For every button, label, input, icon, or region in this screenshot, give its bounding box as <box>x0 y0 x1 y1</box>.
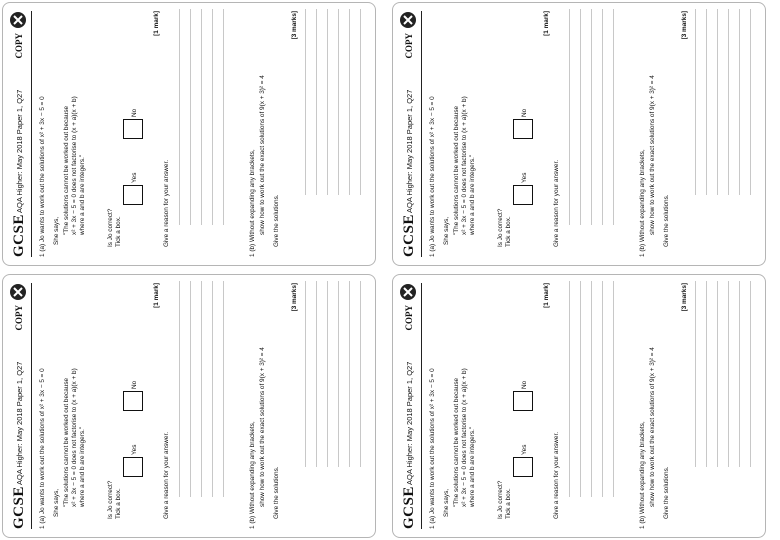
reason-prompt: Give a reason for your answer. <box>553 431 560 519</box>
marks-1a: [1 mark] <box>153 11 160 36</box>
give-solutions: Give the solutions. <box>273 466 280 519</box>
answer-lines-b[interactable] <box>305 281 371 467</box>
question-1a: 1 (a) Jo wants to work out the solutions of x² + 3x − 5 = 0 <box>39 96 46 257</box>
no-tick-box[interactable] <box>513 391 533 411</box>
no-copy-icon <box>9 283 27 301</box>
tick-box-text: Tick a box. <box>115 488 122 519</box>
is-correct-text: Is Jo correct? <box>497 208 504 247</box>
no-copy-icon <box>399 283 417 301</box>
worksheet-page <box>393 3 765 265</box>
worksheet-card-top-right <box>392 2 766 266</box>
give-solutions: Give the solutions. <box>273 194 280 247</box>
yes-tick-box[interactable] <box>123 457 143 477</box>
worksheet-card-top-left <box>2 2 376 266</box>
quote-line: x² + 3x − 5 = 0 does not factorise to (x + a)(x + b) <box>71 96 78 235</box>
quote-line: "The solutions cannot be worked out because <box>453 377 460 507</box>
yes-tick-box[interactable] <box>513 185 533 205</box>
marks-1b: [3 marks] <box>681 283 688 312</box>
she-says-text: She says, <box>443 216 450 245</box>
she-says-text: She says, <box>53 488 60 517</box>
quote-line: where a and b are integers." <box>469 154 476 235</box>
quote-block <box>63 368 87 507</box>
question-1b: 1 (b) Without expanding any brackets, <box>639 421 646 529</box>
no-copy-icon <box>399 11 417 29</box>
copy-label: COPY <box>14 33 24 59</box>
question-1b: 1 (b) Without expanding any brackets, <box>249 149 256 257</box>
answer-lines-a[interactable] <box>179 281 234 497</box>
marks-1a: [1 mark] <box>543 283 550 308</box>
quote-line: where a and b are integers." <box>79 154 86 235</box>
quote-block <box>453 96 477 235</box>
is-correct-text: Is Jo correct? <box>107 208 114 247</box>
yes-label: Yes <box>521 444 528 455</box>
is-correct-text: Is Jo correct? <box>497 480 504 519</box>
question-1b: 1 (b) Without expanding any brackets, <box>249 421 256 529</box>
marks-1a: [1 mark] <box>543 11 550 36</box>
worksheet-page <box>3 275 375 537</box>
quote-line: x² + 3x − 5 = 0 does not factorise to (x + a)(x + b) <box>461 96 468 235</box>
no-label: No <box>521 108 528 117</box>
copy-label: COPY <box>404 33 414 59</box>
is-correct-prompt <box>497 209 513 247</box>
no-tick-box[interactable] <box>123 119 143 139</box>
quote-line: "The solutions cannot be worked out because <box>63 377 70 507</box>
worksheet-header <box>399 11 422 257</box>
give-solutions: Give the solutions. <box>663 194 670 247</box>
worksheet-page <box>3 3 375 265</box>
gcse-brand: GCSE <box>401 214 417 257</box>
source-reference: AQA Higher: May 2018 Paper 1, Q27 <box>15 89 24 213</box>
source-reference: AQA Higher: May 2018 Paper 1, Q27 <box>405 361 414 485</box>
no-label: No <box>521 380 528 389</box>
reason-prompt: Give a reason for your answer. <box>163 159 170 247</box>
source-reference: AQA Higher: May 2018 Paper 1, Q27 <box>15 361 24 485</box>
question-1a: 1 (a) Jo wants to work out the solutions of x² + 3x − 5 = 0 <box>39 368 46 529</box>
yes-label: Yes <box>131 172 138 183</box>
question-1b-cont: show how to work out the exact solutions of 9(x + 3)² = 4 <box>649 75 656 235</box>
answer-lines-a[interactable] <box>569 9 624 225</box>
quote-block <box>63 96 87 235</box>
is-correct-prompt <box>107 209 123 247</box>
gcse-brand: GCSE <box>401 486 417 529</box>
question-1b: 1 (b) Without expanding any brackets, <box>639 149 646 257</box>
tick-box-text: Tick a box. <box>505 216 512 247</box>
she-says-text: She says, <box>443 488 450 517</box>
yes-tick-box[interactable] <box>513 457 533 477</box>
worksheet-header <box>399 283 422 529</box>
answer-lines-b[interactable] <box>695 9 761 195</box>
is-correct-prompt <box>497 481 513 519</box>
she-says-text: She says, <box>53 216 60 245</box>
quote-block <box>453 368 477 507</box>
worksheet-card-bottom-right <box>392 274 766 538</box>
worksheet-header <box>9 283 32 529</box>
answer-lines-a[interactable] <box>179 9 234 225</box>
marks-1b: [3 marks] <box>291 283 298 312</box>
marks-1a: [1 mark] <box>153 283 160 308</box>
reason-prompt: Give a reason for your answer. <box>553 159 560 247</box>
quote-line: "The solutions cannot be worked out because <box>63 105 70 235</box>
no-label: No <box>131 108 138 117</box>
is-correct-text: Is Jo correct? <box>107 480 114 519</box>
copy-label: COPY <box>404 305 414 331</box>
quote-line: x² + 3x − 5 = 0 does not factorise to (x + a)(x + b) <box>461 368 468 507</box>
yes-label: Yes <box>131 444 138 455</box>
gcse-brand: GCSE <box>11 486 27 529</box>
yes-label: Yes <box>521 172 528 183</box>
answer-lines-b[interactable] <box>695 281 761 467</box>
quote-line: "The solutions cannot be worked out because <box>453 105 460 235</box>
no-copy-icon <box>9 11 27 29</box>
yes-tick-box[interactable] <box>123 185 143 205</box>
no-tick-box[interactable] <box>513 119 533 139</box>
answer-lines-b[interactable] <box>305 9 371 195</box>
marks-1b: [3 marks] <box>681 11 688 40</box>
worksheet-page <box>393 275 765 537</box>
tick-box-text: Tick a box. <box>505 488 512 519</box>
quote-line: x² + 3x − 5 = 0 does not factorise to (x + a)(x + b) <box>71 368 78 507</box>
question-1b-cont: show how to work out the exact solutions of 9(x + 3)² = 4 <box>649 347 656 507</box>
is-correct-prompt <box>107 481 123 519</box>
marks-1b: [3 marks] <box>291 11 298 40</box>
reason-prompt: Give a reason for your answer. <box>163 431 170 519</box>
question-1b-cont: show how to work out the exact solutions of 9(x + 3)² = 4 <box>259 347 266 507</box>
question-1a: 1 (a) Jo wants to work out the solutions of x² + 3x − 5 = 0 <box>429 96 436 257</box>
gcse-brand: GCSE <box>11 214 27 257</box>
quote-line: where a and b are integers." <box>79 426 86 507</box>
copy-label: COPY <box>14 305 24 331</box>
give-solutions: Give the solutions. <box>663 466 670 519</box>
answer-lines-a[interactable] <box>569 281 624 497</box>
question-1b-cont: show how to work out the exact solutions of 9(x + 3)² = 4 <box>259 75 266 235</box>
quote-line: where a and b are integers." <box>469 426 476 507</box>
tick-box-text: Tick a box. <box>115 216 122 247</box>
worksheet-card-bottom-left <box>2 274 376 538</box>
source-reference: AQA Higher: May 2018 Paper 1, Q27 <box>405 89 414 213</box>
question-1a: 1 (a) Jo wants to work out the solutions of x² + 3x − 5 = 0 <box>429 368 436 529</box>
no-tick-box[interactable] <box>123 391 143 411</box>
worksheet-header <box>9 11 32 257</box>
no-label: No <box>131 380 138 389</box>
